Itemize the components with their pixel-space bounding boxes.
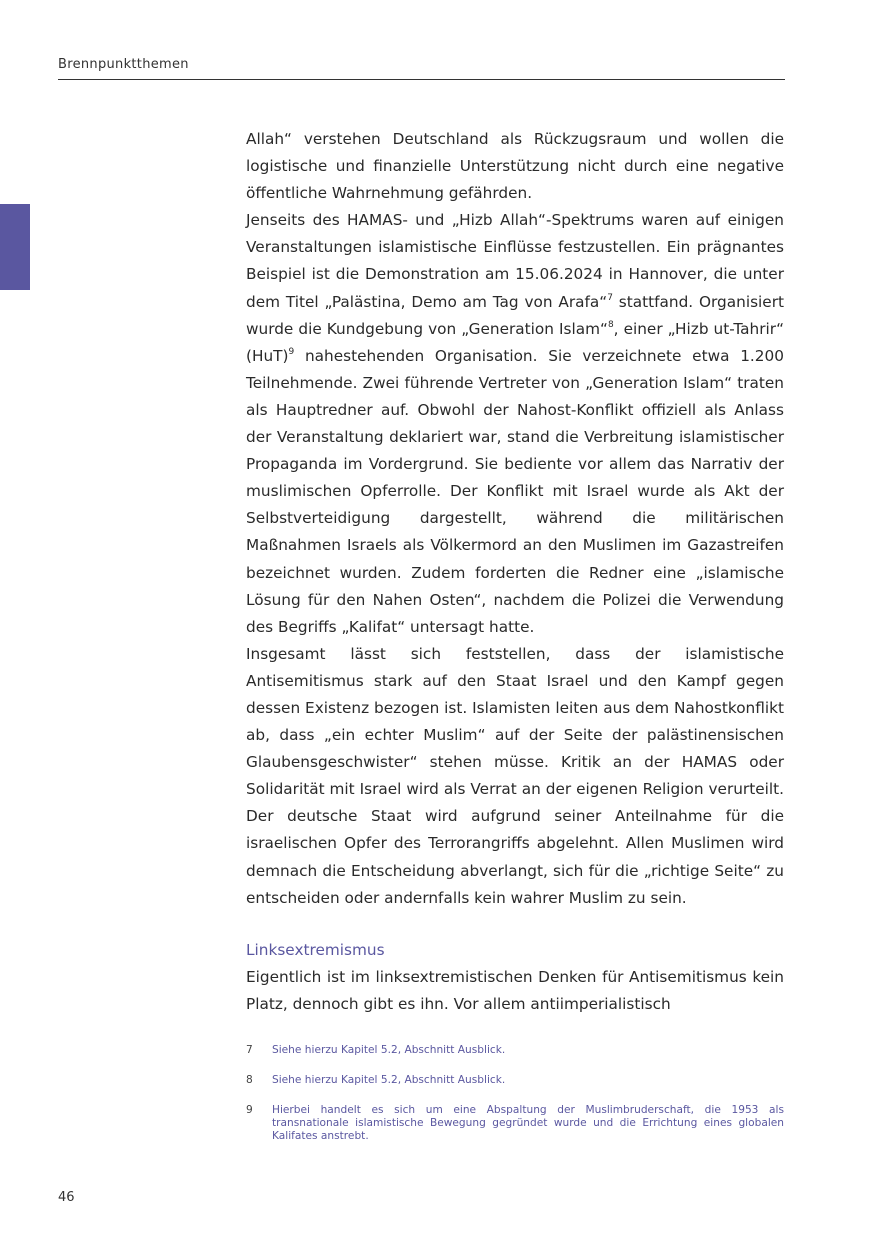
- paragraph-3: Insgesamt lässt sich feststellen, dass der islamistische Antisemitismus stark auf den Staat Israel und den Kampf gegen dessen Existenz bezogen ist. Islamisten leiten aus dem Nahostkonflikt ab, dass „ein echter Muslim“ auf der Seite der palästinensischen Glaubensgeschwister“ stehen müsse. Kritik an der HAMAS oder Solidarität mit Israel wird als Verrat an der eigenen Religion verurteilt. Der deutsche Staat wird aufgrund seiner Anteilnahme für die israelischen Opfer des Terrorangriffs abgelehnt. Allen Muslimen wird demnach die Entscheidung abverlangt, sich für die „richtige Seite“ zu entscheiden oder andernfalls kein wahrer Muslim zu sein.: [246, 644, 784, 907]
- header-divider: [58, 79, 785, 80]
- footnote-number: 9: [246, 1104, 253, 1116]
- chapter-side-tab: [0, 204, 30, 290]
- paragraph-2-part-b: stattfand. Organisiert wurde die Kundgebung von „Generation Islam“: [246, 292, 784, 338]
- running-header: Brennpunktthemen: [58, 57, 189, 72]
- footnote-text: Siehe hierzu Kapitel 5.2, Abschnitt Ausblick.: [272, 1044, 506, 1056]
- footnote-number: 7: [246, 1044, 253, 1056]
- main-text-column: [246, 126, 784, 1018]
- paragraph-4: Eigentlich ist im linksextremistischen Denken für Antisemitismus kein Platz, dennoch gibt es ihn. Vor allem antiimperialistisch: [246, 967, 784, 1013]
- page-number: 46: [58, 1190, 75, 1205]
- paragraph-2-part-a: Jenseits des HAMAS- und „Hizb Allah“-Spektrums waren auf einigen Veranstaltungen islamistische Einflüsse festzustellen. Ein prägnantes Beispiel ist die Demonstration am 15.06.2024 in Hannover, die unter dem Titel „Palästina, Demo am Tag von Arafa“: [246, 211, 784, 311]
- paragraph-2-part-c: , einer „Hizb ut-Tahrir“ (HuT): [246, 319, 784, 365]
- footnote-ref-8[interactable]: 8: [607, 319, 614, 330]
- footnote-item: [246, 1044, 784, 1057]
- section-heading: Linksextremismus: [246, 940, 385, 959]
- footnote-text: Hierbei handelt es sich um eine Abspaltung der Muslimbruderschaft, die 1953 als transnationale islamistische Bewegung gegründet wurde und die Errichtung eines globalen Kalifates anstrebt.: [272, 1104, 784, 1142]
- footnotes: [246, 1044, 784, 1160]
- paragraph-1: Allah“ verstehen Deutschland als Rückzugsraum und wollen die logistische und finanzielle Unterstützung nicht durch eine negative öffentliche Wahrnehmung gefährden.: [246, 130, 784, 203]
- footnote-item: [246, 1074, 784, 1087]
- footnote-item: [246, 1104, 784, 1143]
- footnote-number: 8: [246, 1074, 253, 1086]
- footnote-ref-7[interactable]: 7: [607, 292, 613, 303]
- paragraph-2: [246, 207, 784, 641]
- footnote-text: Siehe hierzu Kapitel 5.2, Abschnitt Ausblick.: [272, 1074, 506, 1086]
- footnote-ref-9[interactable]: 9: [288, 346, 295, 357]
- paragraph-2-part-d: nahestehenden Organisation. Sie verzeichnete etwa 1.200 Teilnehmende. Zwei führende Vertreter von „Generation Islam“ traten als Hauptredner auf. Obwohl der Nahost-Konflikt offiziell als Anlass der Veranstaltung deklariert war, stand die Verbreitung islamistischer Propaganda im Vordergrund. Sie bediente vor allem das Narrativ der muslimischen Opferrolle. Der Konflikt mit Israel wurde als Akt der Selbstverteidigung dargestellt, während die militärischen Maßnahmen Israels als Völkermord an den Muslimen im Gazastreifen bezeichnet wurden. Zudem forderten die Redner eine „islamische Lösung für den Nahen Osten“, nachdem die Polizei die Verwendung des Begriffs „Kalifat“ untersagt hatte.: [246, 346, 784, 636]
